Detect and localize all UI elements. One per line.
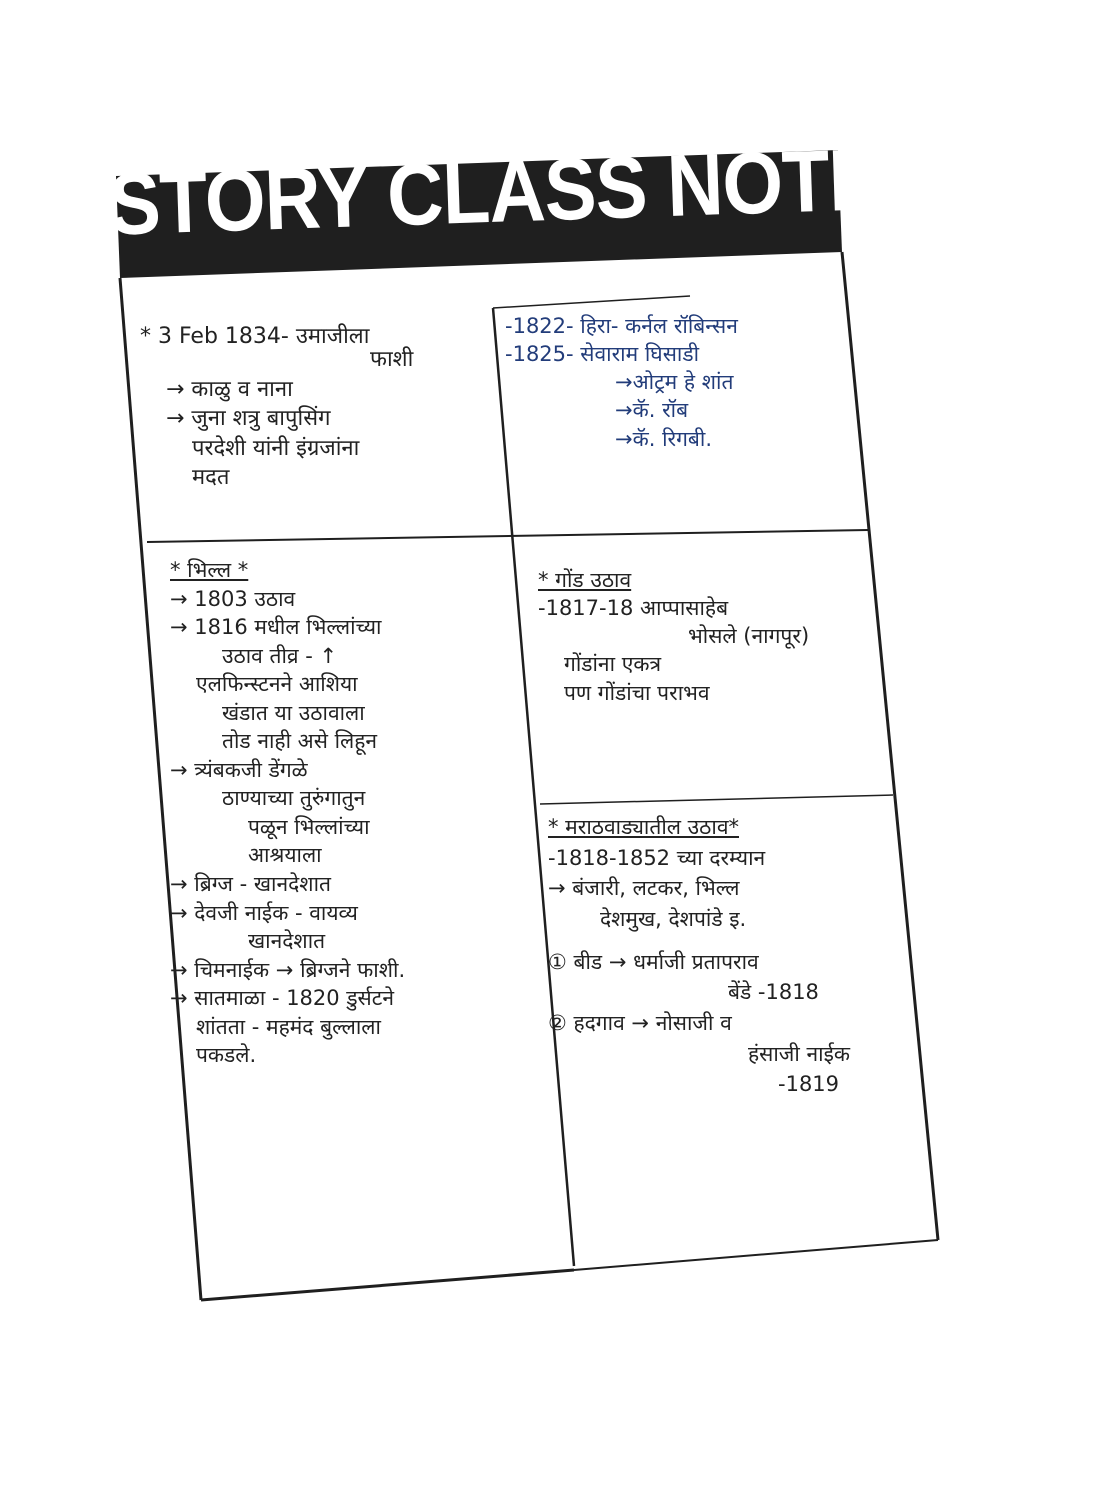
border-bottom [201,1270,574,1300]
note-line: -1818-1852 च्या दरम्यान [548,845,766,870]
divider-top-cap [493,296,690,308]
border-bottom-right [574,1240,938,1270]
note-line: देशमुख, देशपांडे इ. [600,906,747,931]
note-line: * 3 Feb 1834- उमाजीला [140,324,370,349]
note-line: पकडले. [196,1043,257,1068]
note-line: बेंडे -1818 [728,980,819,1005]
cell-bottom-right [548,812,918,1100]
note-line: → देवजी नाईक - वायव्य [170,900,358,925]
note-line: -1822- हिरा- कर्नल रॉबिन्सन [505,314,738,338]
note-line: खंडात या उठावाला [222,700,365,725]
note-line: → बंजारी, लटकर, भिल्ल [548,876,740,901]
section-heading: * भिल्ल * [170,558,249,582]
note-line: -1819 [778,1072,840,1097]
note-line: फाशी [370,347,414,373]
divider-horizontal-1 [147,530,868,542]
note-line: -1825- सेवाराम घिसाडी [505,342,700,367]
note-line: →कॅ. रिगबी. [615,426,713,451]
cell-top-right [505,312,865,453]
cell-mid-left [170,556,565,1070]
note-line: पण गोंडांचा पराभव [564,680,710,705]
note-line: →ओट्रम हे शांत [615,370,734,395]
note-line: आश्रयाला [248,843,322,868]
note-line: तोड नाही असे लिहून [222,729,378,754]
divider-horizontal-2 [540,795,893,804]
note-line: परदेशी यांनी इंग्रजांना [192,435,360,461]
note-line: → सातमाळा - 1820 डुर्सटने [170,986,394,1011]
note-line: → चिमनाईक → ब्रिग्जने फाशी. [170,957,406,982]
note-line: मदत [192,465,230,491]
note-line: → 1816 मधील भिल्लांच्या [170,615,382,640]
note-line: → त्र्यंबकजी डेंगळे [170,757,308,782]
note-line: हंसाजी नाईक [748,1041,851,1066]
note-line: → 1803 उठाव [170,586,296,611]
note-line: गोंडांना एकत्र [564,652,662,677]
note-line: →कॅ. रॉब [615,398,689,423]
note-line: -1817-18 आप्पासाहेब [538,596,729,621]
note-line: खानदेशात [248,929,326,954]
note-line: शांतता - महमंद बुल्लाला [196,1014,381,1039]
note-line: भोसले (नागपूर) [688,624,810,649]
note-line: पळून भिल्लांच्या [248,814,370,839]
title-banner [31,124,933,260]
note-line: उठाव तीव्र - ↑ [222,643,338,668]
note-line: → काळु व नाना [166,376,293,402]
note-line: ② हदगाव → नोसाजी व [548,1010,732,1035]
section-heading: * मराठवाड्यातील उठाव* [548,815,739,839]
note-line: ① बीड → धर्माजी प्रतापराव [548,949,759,974]
note-line: → जुना शत्रु बापुसिंग [166,406,331,432]
page-title: HISTORY CLASS NOTES [31,127,933,256]
note-line: एलफिन्स्टनने आशिया [196,672,358,697]
note-line: ठाण्याच्या तुरुंगातुन [222,786,366,811]
cell-top-left [140,322,500,493]
note-line: → ब्रिग्ज - खानदेशात [170,872,331,897]
cell-mid-right [538,566,898,707]
section-heading: * गोंड उठाव [538,568,632,592]
